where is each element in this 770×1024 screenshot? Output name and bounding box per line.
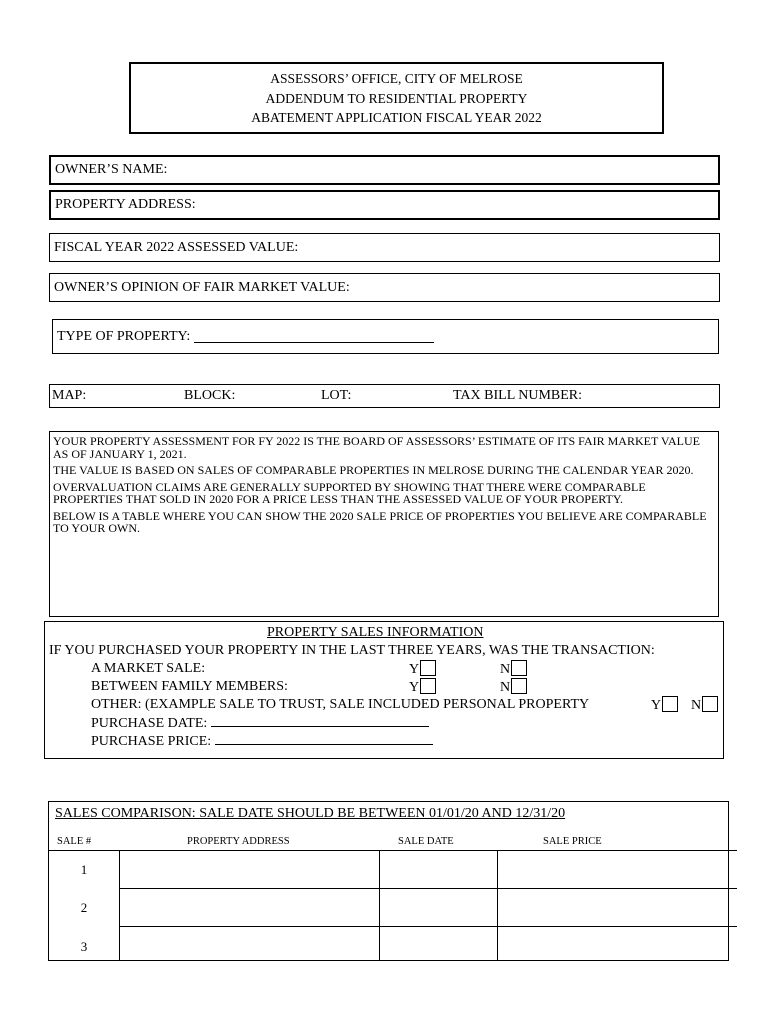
family-no	[500, 678, 527, 697]
header-line-2: ADDENDUM TO RESIDENTIAL PROPERTY	[265, 90, 528, 106]
block-label: BLOCK:	[184, 388, 236, 403]
info-paragraph-2: THE VALUE IS BASED ON SALES OF COMPARABLE PROPERTIES IN MELROSE DURING THE CALENDAR YEAR 2020.	[53, 463, 694, 477]
property-sales-section	[44, 621, 724, 759]
market-sale-yes-checkbox[interactable]	[420, 660, 436, 676]
type-of-property-line[interactable]	[194, 330, 434, 343]
market-sale-no-label: N	[500, 662, 511, 677]
purchase-price-input[interactable]	[215, 732, 433, 745]
column-sale-date: SALE DATE	[398, 836, 454, 847]
other-yes-label: Y	[651, 698, 662, 713]
purchase-date-input[interactable]	[211, 714, 429, 727]
family-yes-label: Y	[409, 680, 420, 695]
other-no-label: N	[691, 698, 702, 713]
tax-bill-label: TAX BILL NUMBER:	[453, 388, 583, 403]
purchase-date-row	[91, 714, 429, 733]
sales-info-question: IF YOU PURCHASED YOUR PROPERTY IN THE LAST THREE YEARS, WAS THE TRANSACTION:	[49, 643, 655, 658]
address-cell-1[interactable]	[120, 851, 379, 888]
assessment-info-box	[49, 431, 719, 617]
family-no-checkbox[interactable]	[511, 678, 527, 694]
sales-info-title: PROPERTY SALES INFORMATION	[267, 625, 484, 640]
market-sale-yes	[409, 660, 436, 679]
purchase-date-label: PURCHASE DATE:	[91, 716, 208, 731]
column-sale-price: SALE PRICE	[543, 836, 602, 847]
lot-label: LOT:	[321, 388, 352, 403]
address-cell-2[interactable]	[120, 889, 379, 926]
purchase-price-row	[91, 732, 433, 751]
other-no-checkbox[interactable]	[702, 696, 718, 712]
opinion-value-label: OWNER’S OPINION OF FAIR MARKET VALUE:	[54, 279, 350, 295]
comparison-title: SALES COMPARISON: SALE DATE SHOULD BE BETWEEN 01/01/20 AND 12/31/20	[55, 806, 566, 821]
family-yes-checkbox[interactable]	[420, 678, 436, 694]
header-line-3: ABATEMENT APPLICATION FISCAL YEAR 2022	[251, 110, 542, 125]
sale-date-cell-3[interactable]	[380, 927, 497, 961]
property-address-label: PROPERTY ADDRESS:	[55, 197, 196, 212]
column-sale-number: SALE #	[57, 836, 92, 847]
map-label: MAP:	[52, 388, 87, 403]
sale-date-cell-1[interactable]	[380, 851, 497, 888]
parcel-row[interactable]	[49, 384, 720, 408]
sale-price-cell-2[interactable]	[498, 889, 728, 926]
assessed-value-label: FISCAL YEAR 2022 ASSESSED VALUE:	[54, 239, 299, 255]
type-of-property-field[interactable]	[52, 319, 719, 354]
market-sale-label: A MARKET SALE:	[91, 661, 206, 676]
market-sale-no-checkbox[interactable]	[511, 660, 527, 676]
opinion-value-field[interactable]	[49, 273, 720, 302]
sale-number-2: 2	[80, 900, 88, 915]
other-yes-checkbox[interactable]	[662, 696, 678, 712]
market-sale-yes-label: Y	[409, 662, 420, 677]
sale-date-cell-2[interactable]	[380, 889, 497, 926]
purchase-price-label: PURCHASE PRICE:	[91, 734, 212, 749]
family-yes	[409, 678, 436, 697]
info-paragraph-3: OVERVALUATION CLAIMS ARE GENERALLY SUPPORTED BY SHOWING THAT THERE WERE COMPARABLE PROPERTIES THAT SOLD IN 2020 FOR A PRICE LESS THAN THE ASSESSED VALUE OF YOUR PROPERTY.	[53, 479, 646, 506]
property-address-field[interactable]	[49, 190, 720, 220]
owner-name-label: OWNER’S NAME:	[55, 162, 168, 177]
form-header	[129, 62, 664, 134]
other-no	[691, 696, 718, 715]
sales-comparison-table	[48, 801, 729, 961]
type-of-property-label: TYPE OF PROPERTY:	[57, 328, 191, 344]
sale-number-3: 3	[80, 939, 88, 954]
sale-number-1: 1	[80, 862, 88, 877]
family-no-label: N	[500, 680, 511, 695]
family-label: BETWEEN FAMILY MEMBERS:	[91, 679, 288, 694]
address-cell-3[interactable]	[120, 927, 379, 961]
column-property-address: PROPERTY ADDRESS	[187, 836, 290, 847]
market-sale-no	[500, 660, 527, 679]
sale-price-cell-3[interactable]	[498, 927, 728, 961]
owner-name-field[interactable]	[49, 155, 720, 185]
sale-price-cell-1[interactable]	[498, 851, 728, 888]
info-paragraph-4: BELOW IS A TABLE WHERE YOU CAN SHOW THE 2020 SALE PRICE OF PROPERTIES YOU BELIEVE ARE COMPARABLE TO YOUR OWN.	[53, 508, 707, 535]
other-label: OTHER: (EXAMPLE SALE TO TRUST, SALE INCLUDED PERSONAL PROPERTY	[91, 697, 590, 712]
other-yes	[651, 696, 678, 715]
header-line-1: ASSESSORS’ OFFICE, CITY OF MELROSE	[270, 71, 523, 86]
assessed-value-field[interactable]	[49, 233, 720, 262]
info-paragraph-1: YOUR PROPERTY ASSESSMENT FOR FY 2022 IS THE BOARD OF ASSESSORS’ ESTIMATE OF ITS FAIR MARKET VALUE AS OF JANUARY 1, 2021.	[53, 434, 700, 461]
